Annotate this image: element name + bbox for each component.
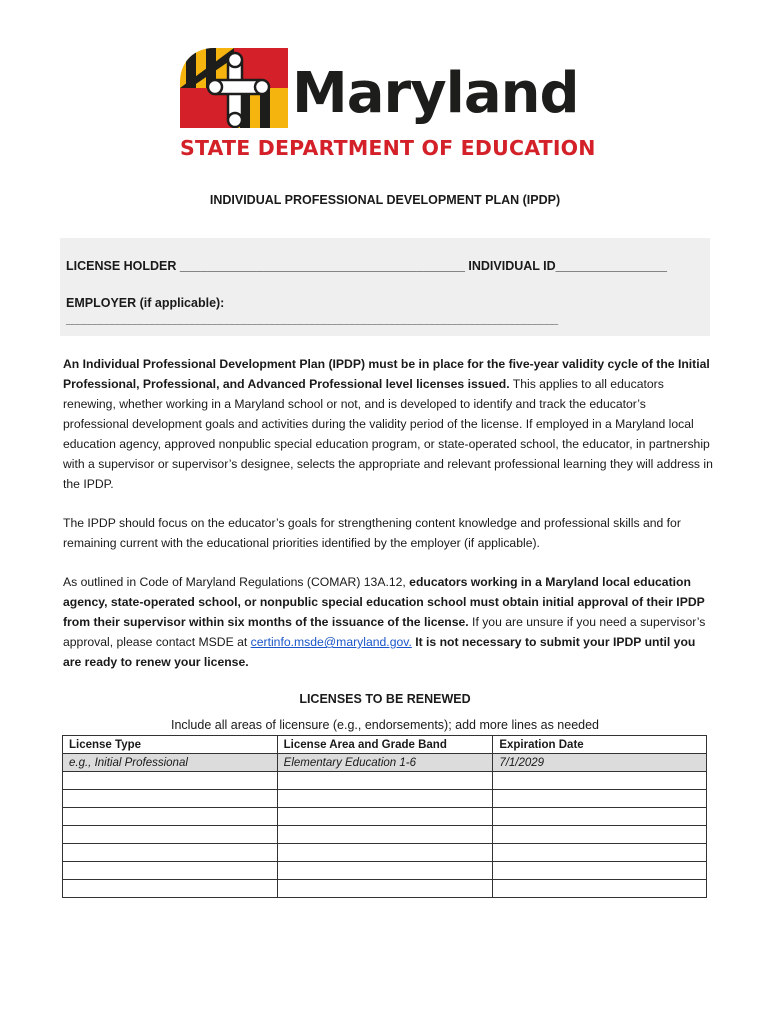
table-cell[interactable] <box>63 790 278 808</box>
page-title: INDIVIDUAL PROFESSIONAL DEVELOPMENT PLAN (IPDP) <box>209 193 561 207</box>
intro-bold-text: An Individual Professional Development Plan (IPDP) must be in place for the five-year validity cycle of the Initial Professional, Professional, and Advanced Professional level licenses issued. <box>63 357 710 391</box>
employer-label: EMPLOYER (if applicable): <box>66 296 225 310</box>
table-cell[interactable] <box>493 844 707 862</box>
table-row[interactable] <box>63 826 707 844</box>
table-cell[interactable] <box>63 862 278 880</box>
msde-logo <box>180 44 600 164</box>
intro-text: This applies to all educators renewing, whether working in a Maryland school or not, and is developed to identify and track the educator’s professional development goals and activities during the validity period of the license. If employed in a Maryland local education agency, approved nonpublic special education program, or state-operated school, the educator, in partnership with a supervisor or supervisor’s designee, selects the appropriate and relevant professional learning they will address in the IPDP. <box>63 377 713 491</box>
comar-bold-b: educators working in a Maryland local education agency, state-operated school, or nonpublic special education school must obtain initial approval of their IPDP from their supervisor within six months of the issuance of the license. <box>63 575 705 629</box>
table-row[interactable] <box>63 844 707 862</box>
intro-paragraph <box>63 354 713 494</box>
example-expiration: 7/1/2029 <box>493 754 707 772</box>
table-row[interactable] <box>63 880 707 898</box>
focus-paragraph: The IPDP should focus on the educator’s goals for strengthening content knowledge and professional skills and for remaining current with the educational priorities identified by the employer (if applicable). <box>63 516 681 550</box>
licenses-subtitle: Include all areas of licensure (e.g., endorsements); add more lines as needed <box>170 718 600 732</box>
table-cell[interactable] <box>277 880 493 898</box>
header-license-area: License Area and Grade Band <box>277 736 493 754</box>
maryland-flag-icon <box>180 48 288 128</box>
table-cell[interactable] <box>277 844 493 862</box>
license-info-box <box>60 238 710 336</box>
table-cell[interactable] <box>493 790 707 808</box>
logo-wordmark: Maryland <box>292 61 579 126</box>
logo-subtitle: STATE DEPARTMENT OF EDUCATION <box>180 136 596 160</box>
table-cell[interactable] <box>277 826 493 844</box>
table-cell[interactable] <box>493 772 707 790</box>
table-cell[interactable] <box>493 880 707 898</box>
table-cell[interactable] <box>493 808 707 826</box>
table-cell[interactable] <box>277 808 493 826</box>
comar-paragraph <box>63 572 713 672</box>
licenses-table <box>62 735 707 898</box>
table-cell[interactable] <box>277 772 493 790</box>
table-cell[interactable] <box>63 808 278 826</box>
header-expiration: Expiration Date <box>493 736 707 754</box>
email-link[interactable]: certinfo.msde@maryland.gov. <box>250 635 412 649</box>
employer-field[interactable]: ______________________________________________________________________________________ <box>66 314 558 326</box>
license-holder-field[interactable]: LICENSE HOLDER _________________________________________ INDIVIDUAL ID________________ <box>66 259 667 273</box>
table-cell[interactable] <box>63 826 278 844</box>
example-license-area: Elementary Education 1-6 <box>277 754 493 772</box>
comar-text-a: As outlined in Code of Maryland Regulations (COMAR) 13A.12, <box>63 575 410 589</box>
table-row-example <box>63 754 707 772</box>
table-cell[interactable] <box>277 862 493 880</box>
comar-bold-d: It is not necessary to submit your IPDP until you are ready to renew your license. <box>63 635 696 669</box>
table-row[interactable] <box>63 862 707 880</box>
table-row[interactable] <box>63 790 707 808</box>
header-license-type: License Type <box>63 736 278 754</box>
table-cell[interactable] <box>63 844 278 862</box>
table-cell[interactable] <box>493 862 707 880</box>
table-cell[interactable] <box>63 772 278 790</box>
example-license-type: e.g., Initial Professional <box>63 754 278 772</box>
licenses-title: LICENSES TO BE RENEWED <box>299 692 471 706</box>
table-cell[interactable] <box>277 790 493 808</box>
table-row[interactable] <box>63 772 707 790</box>
table-header-row <box>63 736 707 754</box>
table-cell[interactable] <box>63 880 278 898</box>
table-cell[interactable] <box>493 826 707 844</box>
table-row[interactable] <box>63 808 707 826</box>
comar-text-c: If you are unsure if you need a supervisor’s approval, please contact MSDE at <box>63 615 706 649</box>
